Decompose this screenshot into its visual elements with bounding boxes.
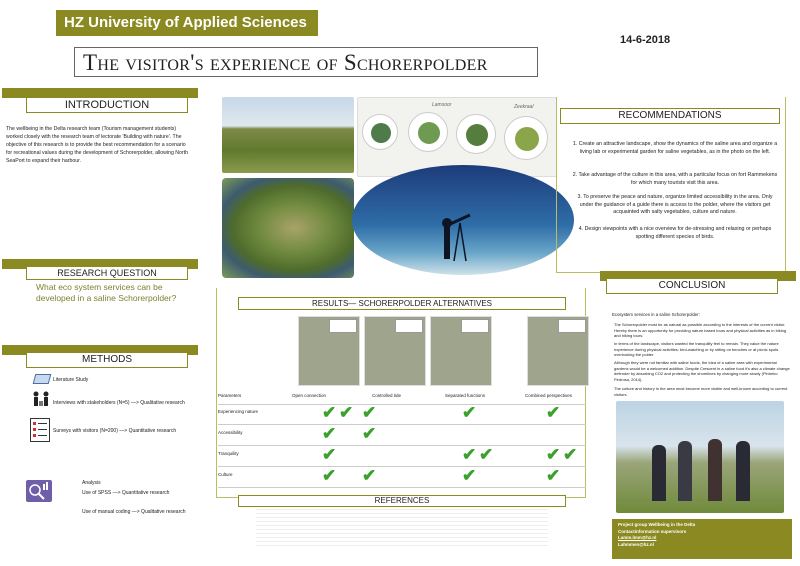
plate-2: [408, 112, 448, 152]
map-controlled-tide: [364, 316, 426, 386]
check-icon: ✔: [362, 424, 377, 443]
survey-icon: [30, 418, 50, 442]
conclusion-heading: CONCLUSION: [606, 278, 778, 294]
contact-line-3[interactable]: Lamm.lmm@hz.nl: [618, 535, 657, 540]
contact-line-2: Contactinformation supervisors: [618, 528, 687, 534]
recommendation-3: 3. To preserve the peace and nature, organize limited accessibility in the area. Only under the guidance of a guide there is access to the polder, where the visitors get acquainted with salty vegetables, culture and nature.: [577, 194, 773, 215]
row-label-experiencing-nature: Experiencing nature: [218, 409, 259, 414]
conclusion-item-2: In terms of the landscape, visitors wanted the tranquility feel to remain. They value the nature experience during physical activities: bird-watching or by sitting on benches or at picnic spots overlooking the polder.: [614, 341, 779, 358]
fort-rammekens-photo: [222, 178, 354, 278]
poster-title: The visitor's experience of Schorerpolder: [83, 50, 488, 75]
method-surveys: Surveys with visitors (N=200) —> Quantitative research: [53, 428, 177, 434]
book-icon: [33, 374, 52, 384]
column-open-connection: Open connection: [292, 393, 327, 398]
recommendation-2: 2. Take advantage of the culture in this area, with a particular focus on fort Rammekens for which many tourists visit this area.: [572, 172, 778, 186]
references-heading: REFERENCES: [238, 495, 566, 507]
method-spss: Use of SPSS —> Quantitative research: [82, 490, 170, 496]
check-icon: ✔: [462, 466, 477, 485]
column-controlled-tide: Controlled tide: [372, 393, 402, 398]
recommendation-1: 1. Create an attractive landscape, show the dynamics of the saline area and organize a living lab or experimental garden for saline vegetables, as in the photo on the left.: [572, 141, 778, 155]
method-manual-coding: Use of manual coding —> Qualitative research: [82, 509, 186, 515]
check-icon: ✔: [322, 466, 337, 485]
row-label-culture: Culture: [218, 472, 233, 477]
interview-icon: [30, 390, 52, 412]
table-rule: [218, 445, 586, 446]
plate-1: [362, 114, 398, 150]
check-icon: ✔: [362, 466, 377, 485]
table-rule: [218, 404, 586, 405]
conclusion-item-3: Although they were not familiar with saline foods, the idea of a saline area with experimental gardens would be a welcomed addition. Despite Crescent in a saline food it's also a climate change defender by absorbing CO2 and protecting the shorelines by changing more slowly (Pinheiro Pedrosa, 2014).: [614, 360, 790, 382]
conclusion-intro: Ecosystem services in a saline Schorerpolder:: [612, 312, 700, 317]
plate-4: [504, 116, 548, 160]
check-icon: ✔: [339, 403, 354, 422]
introduction-text: The wellbeing in the Delta research team (Tourism management students) worked closely with the research team of lectorate 'Building with nature'. The objective of this research is to provide the best recommendation for a scenario for recreational values during the development of Schorerpolder, allowing North SeaPort to expand their harbour.: [6, 126, 188, 164]
methods-heading: METHODS: [26, 352, 188, 368]
recommendations-heading: RECOMMENDATIONS: [560, 108, 780, 124]
plate-3: [456, 114, 496, 154]
plant-label-zeekraal: Zeekraal: [514, 104, 534, 110]
check-icon: ✔: [546, 466, 561, 485]
poster-title-box: [74, 47, 538, 77]
team-photo: [616, 401, 784, 513]
birdwatcher-photo: [352, 165, 574, 275]
row-label-tranquility: Tranquility: [218, 451, 239, 456]
introduction-heading: INTRODUCTION: [26, 97, 188, 113]
research-question-heading: RESEARCH QUESTION: [26, 266, 188, 280]
map-open-connection: [298, 316, 360, 386]
check-icon: ✔: [462, 403, 477, 422]
method-literature: Literature Study: [53, 377, 89, 383]
check-icon: ✔: [322, 424, 337, 443]
plant-label-lamsoor: Lamsoor: [432, 102, 452, 108]
check-icon: ✔: [546, 403, 561, 422]
check-icon: ✔: [362, 403, 377, 422]
method-analysis: Analysis: [82, 480, 101, 486]
column-separated-functions: Separated functions: [445, 393, 486, 398]
poster-date: 14-6-2018: [620, 34, 671, 46]
method-interviews: Interviews with stakeholders (N=5) —> Qualitative research: [53, 400, 185, 406]
references-list: [256, 509, 548, 549]
map-combined-perspectives: [527, 316, 589, 386]
check-icon: ✔: [546, 445, 561, 464]
contact-line-1: Project group Wellbeing in the Delta: [618, 522, 696, 527]
check-icon: ✔: [322, 403, 337, 422]
table-rule: [218, 487, 586, 488]
conclusion-item-4: The culture and history in the area must become more visible and well-known according to current visitors.: [614, 386, 788, 397]
column-combined-perspectives: Combined perspectives: [525, 393, 573, 398]
conclusion-item-1: The Schorerpolder must be as natural as possible according to the interests of the current visitor. Hereby there is an opportunity for providing nature based tours and physical activities as in biking and hiking tours.: [614, 322, 787, 339]
contact-box: [612, 519, 792, 559]
university-name: HZ University of Applied Sciences: [64, 14, 307, 31]
check-icon: ✔: [563, 445, 578, 464]
recommendation-4: 4. Design viewpoints with a nice overview for de-stressing and relaxing or perhaps spotting different species of birds.: [578, 226, 772, 240]
analysis-icon: [26, 480, 52, 502]
table-rule: [218, 424, 586, 425]
check-icon: ✔: [479, 445, 494, 464]
check-icon: ✔: [322, 445, 337, 464]
table-rule: [218, 466, 586, 467]
research-question-text: What eco system services can be developed in a saline Schorerpolder?: [36, 282, 177, 303]
introduction-panel: [2, 113, 198, 209]
check-icon: ✔: [462, 445, 477, 464]
row-label-accessibility: Accessibility: [218, 430, 243, 435]
map-separated-functions: [430, 316, 492, 386]
contact-line-4: Lahmmen@hz.nl: [618, 541, 654, 547]
university-banner: [56, 10, 318, 36]
polder-landscape-photo: [222, 97, 354, 173]
results-heading: RESULTS— SCHORERPOLDER ALTERNATIVES: [238, 297, 566, 310]
parameters-header: Parameters: [218, 393, 242, 398]
